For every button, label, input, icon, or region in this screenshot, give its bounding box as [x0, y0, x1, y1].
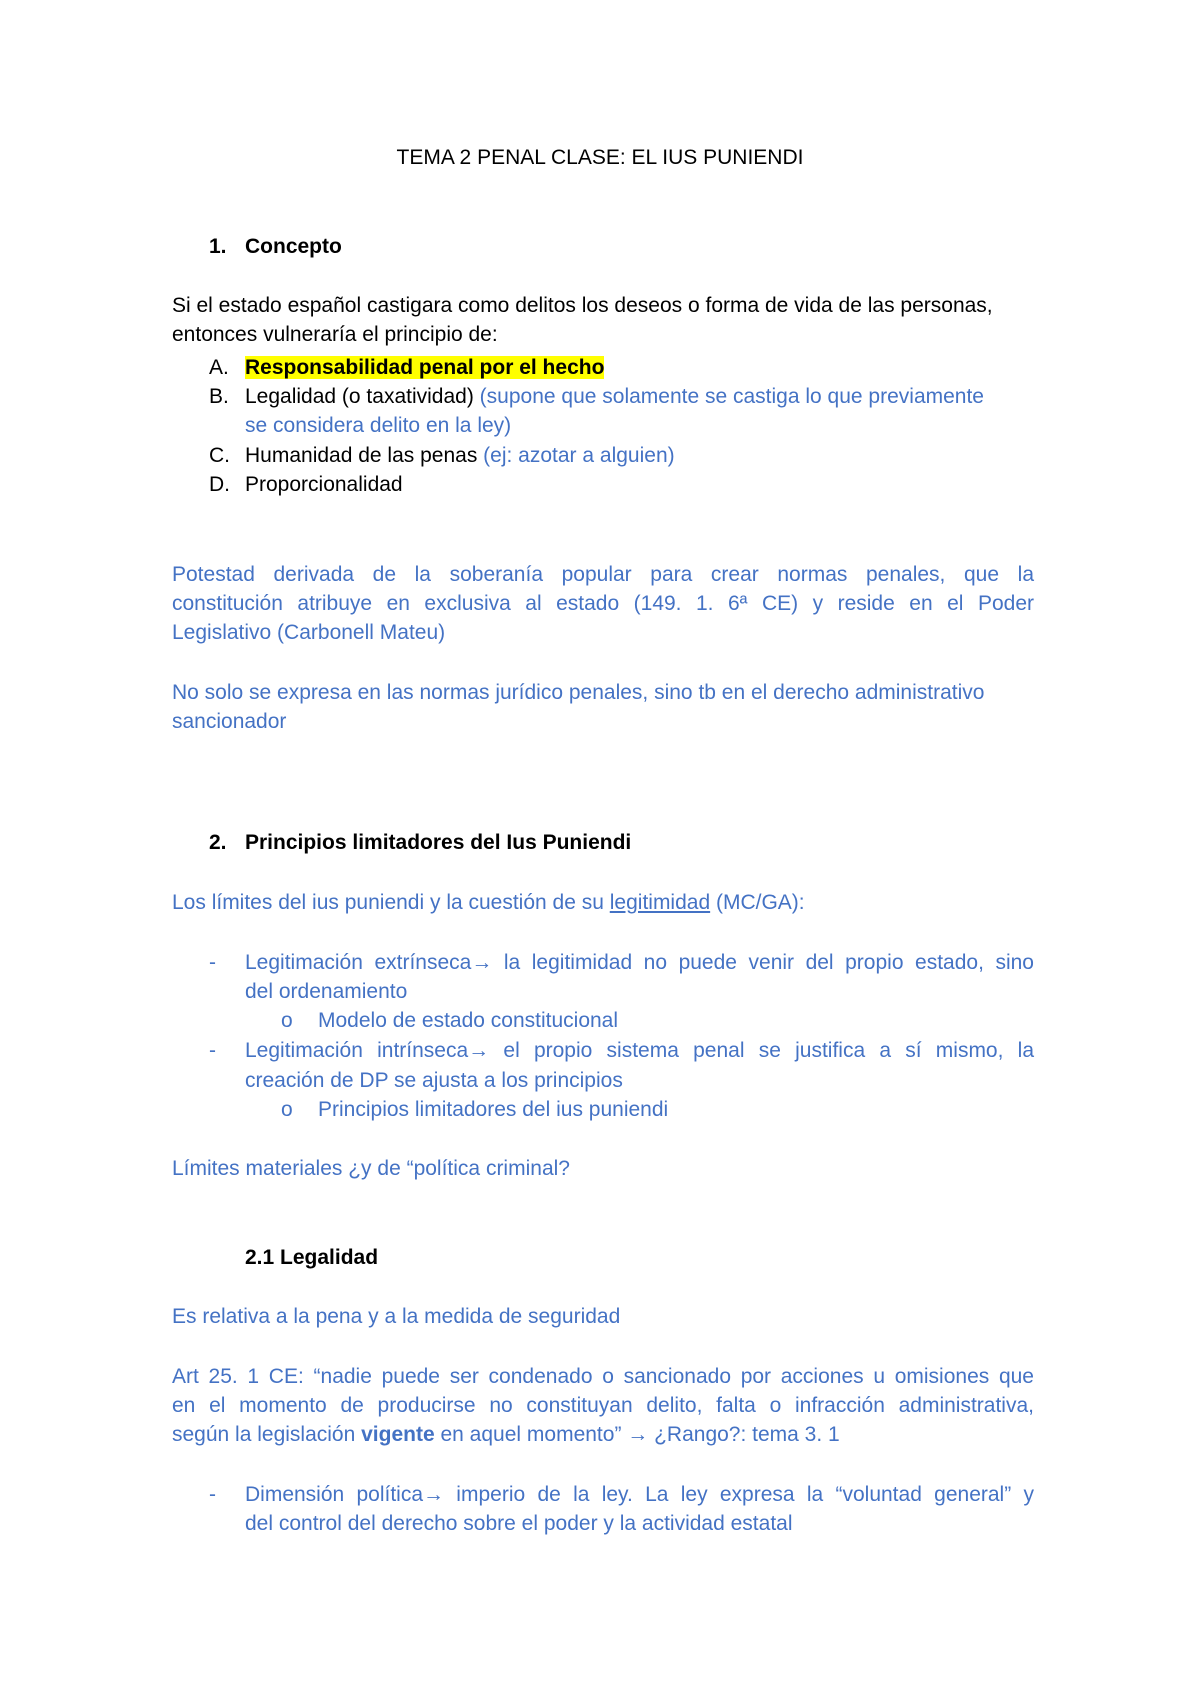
legitimidad-link: legitimidad [609, 891, 711, 914]
highlighted-option: Responsabilidad penal por el hecho [245, 356, 605, 379]
option-item [245, 353, 604, 383]
section-heading: Principios limitadores del Ius Puniendi [245, 831, 632, 854]
intro-text: Si el estado español castigara como delitos los deseos o forma de vida de las personas, [172, 294, 993, 317]
bullet-text: del control del derecho sobre el poder y la actividad estatal [245, 1512, 793, 1535]
bullet-text: imperio de la ley. La ley expresa la “voluntad general” y [444, 1483, 1034, 1506]
paragraph [172, 1420, 840, 1450]
option-item [245, 382, 984, 412]
bullet-term: Dimensión política [245, 1483, 424, 1506]
arrow-icon: → [471, 951, 493, 974]
paragraph: sancionador [172, 710, 287, 733]
option-note: (supone que solamente se castiga lo que previamente [479, 385, 984, 408]
intro-text: entonces vulneraría el principio de: [172, 323, 498, 346]
text-span: según la legislación [172, 1423, 362, 1446]
paragraph: Legislativo (Carbonell Mateu) [172, 621, 446, 644]
option-item [245, 441, 675, 471]
paragraph: Potestad derivada de la soberanía popular para crear normas penales, que la [172, 563, 1034, 586]
option-note: se considera delito en la ley) [245, 414, 512, 437]
bullet-text: la legitimidad no puede venir del propio estado, sino [492, 951, 1034, 974]
sub-bullet-item: Principios limitadores del ius puniendi [318, 1098, 669, 1121]
bullet-marker: - [209, 1483, 216, 1506]
bullet-term: Legitimación intrínseca [245, 1039, 469, 1062]
sub-bullet-marker: o [281, 1009, 293, 1032]
paragraph: Es relativa a la pena y a la medida de seguridad [172, 1305, 621, 1328]
arrow-icon: → [468, 1039, 490, 1062]
paragraph: Límites materiales ¿y de “política criminal? [172, 1157, 570, 1180]
paragraph [172, 888, 805, 918]
bullet-item [245, 1036, 1034, 1066]
sub-heading: 2.1 Legalidad [245, 1246, 379, 1269]
section-number: 2. [209, 831, 227, 854]
arrow-icon: → [423, 1483, 445, 1506]
option-marker: C. [209, 444, 230, 467]
option-marker: B. [209, 385, 229, 408]
option-marker: D. [209, 473, 230, 496]
bullet-item [245, 948, 1034, 978]
paragraph: Art 25. 1 CE: “nadie puede ser condenado o sancionado por acciones u omisiones que [172, 1365, 1034, 1388]
bullet-item [245, 1480, 1034, 1510]
bullet-marker: - [209, 951, 216, 974]
bold-word: vigente [361, 1423, 435, 1446]
bullet-text: el propio sistema penal se justifica a sí mismo, la [489, 1039, 1035, 1062]
bullet-marker: - [209, 1039, 216, 1062]
option-note: (ej: azotar a alguien) [483, 444, 675, 467]
arrow-icon: → [627, 1423, 649, 1446]
sub-bullet-item: Modelo de estado constitucional [318, 1009, 619, 1032]
option-text: Legalidad (o taxatividad) [245, 385, 474, 408]
document-title: TEMA 2 PENAL CLASE: EL IUS PUNIENDI [396, 146, 804, 169]
paragraph: en el momento de producirse no constituyan delito, falta o infracción administrativa, [172, 1394, 1034, 1417]
paragraph: constitución atribuye en exclusiva al estado (149. 1. 6ª CE) y reside en el Poder [172, 592, 1034, 615]
sub-bullet-marker: o [281, 1098, 293, 1121]
text-span: en aquel momento” [434, 1423, 628, 1446]
text-span: ¿Rango?: tema 3. 1 [648, 1423, 840, 1446]
paragraph: No solo se expresa en las normas jurídico penales, sino tb en el derecho administrativo [172, 681, 985, 704]
section-number: 1. [209, 235, 227, 258]
text-span: (MC/GA): [710, 891, 805, 914]
section-heading: Concepto [245, 235, 342, 258]
option-marker: A. [209, 356, 229, 379]
bullet-term: Legitimación extrínseca [245, 951, 472, 974]
option-item: Proporcionalidad [245, 473, 403, 496]
bullet-text: del ordenamiento [245, 980, 408, 1003]
bullet-text: creación de DP se ajusta a los principios [245, 1069, 623, 1092]
text-span: Los límites del ius puniendi y la cuestión de su [172, 891, 610, 914]
option-text: Humanidad de las penas [245, 444, 478, 467]
